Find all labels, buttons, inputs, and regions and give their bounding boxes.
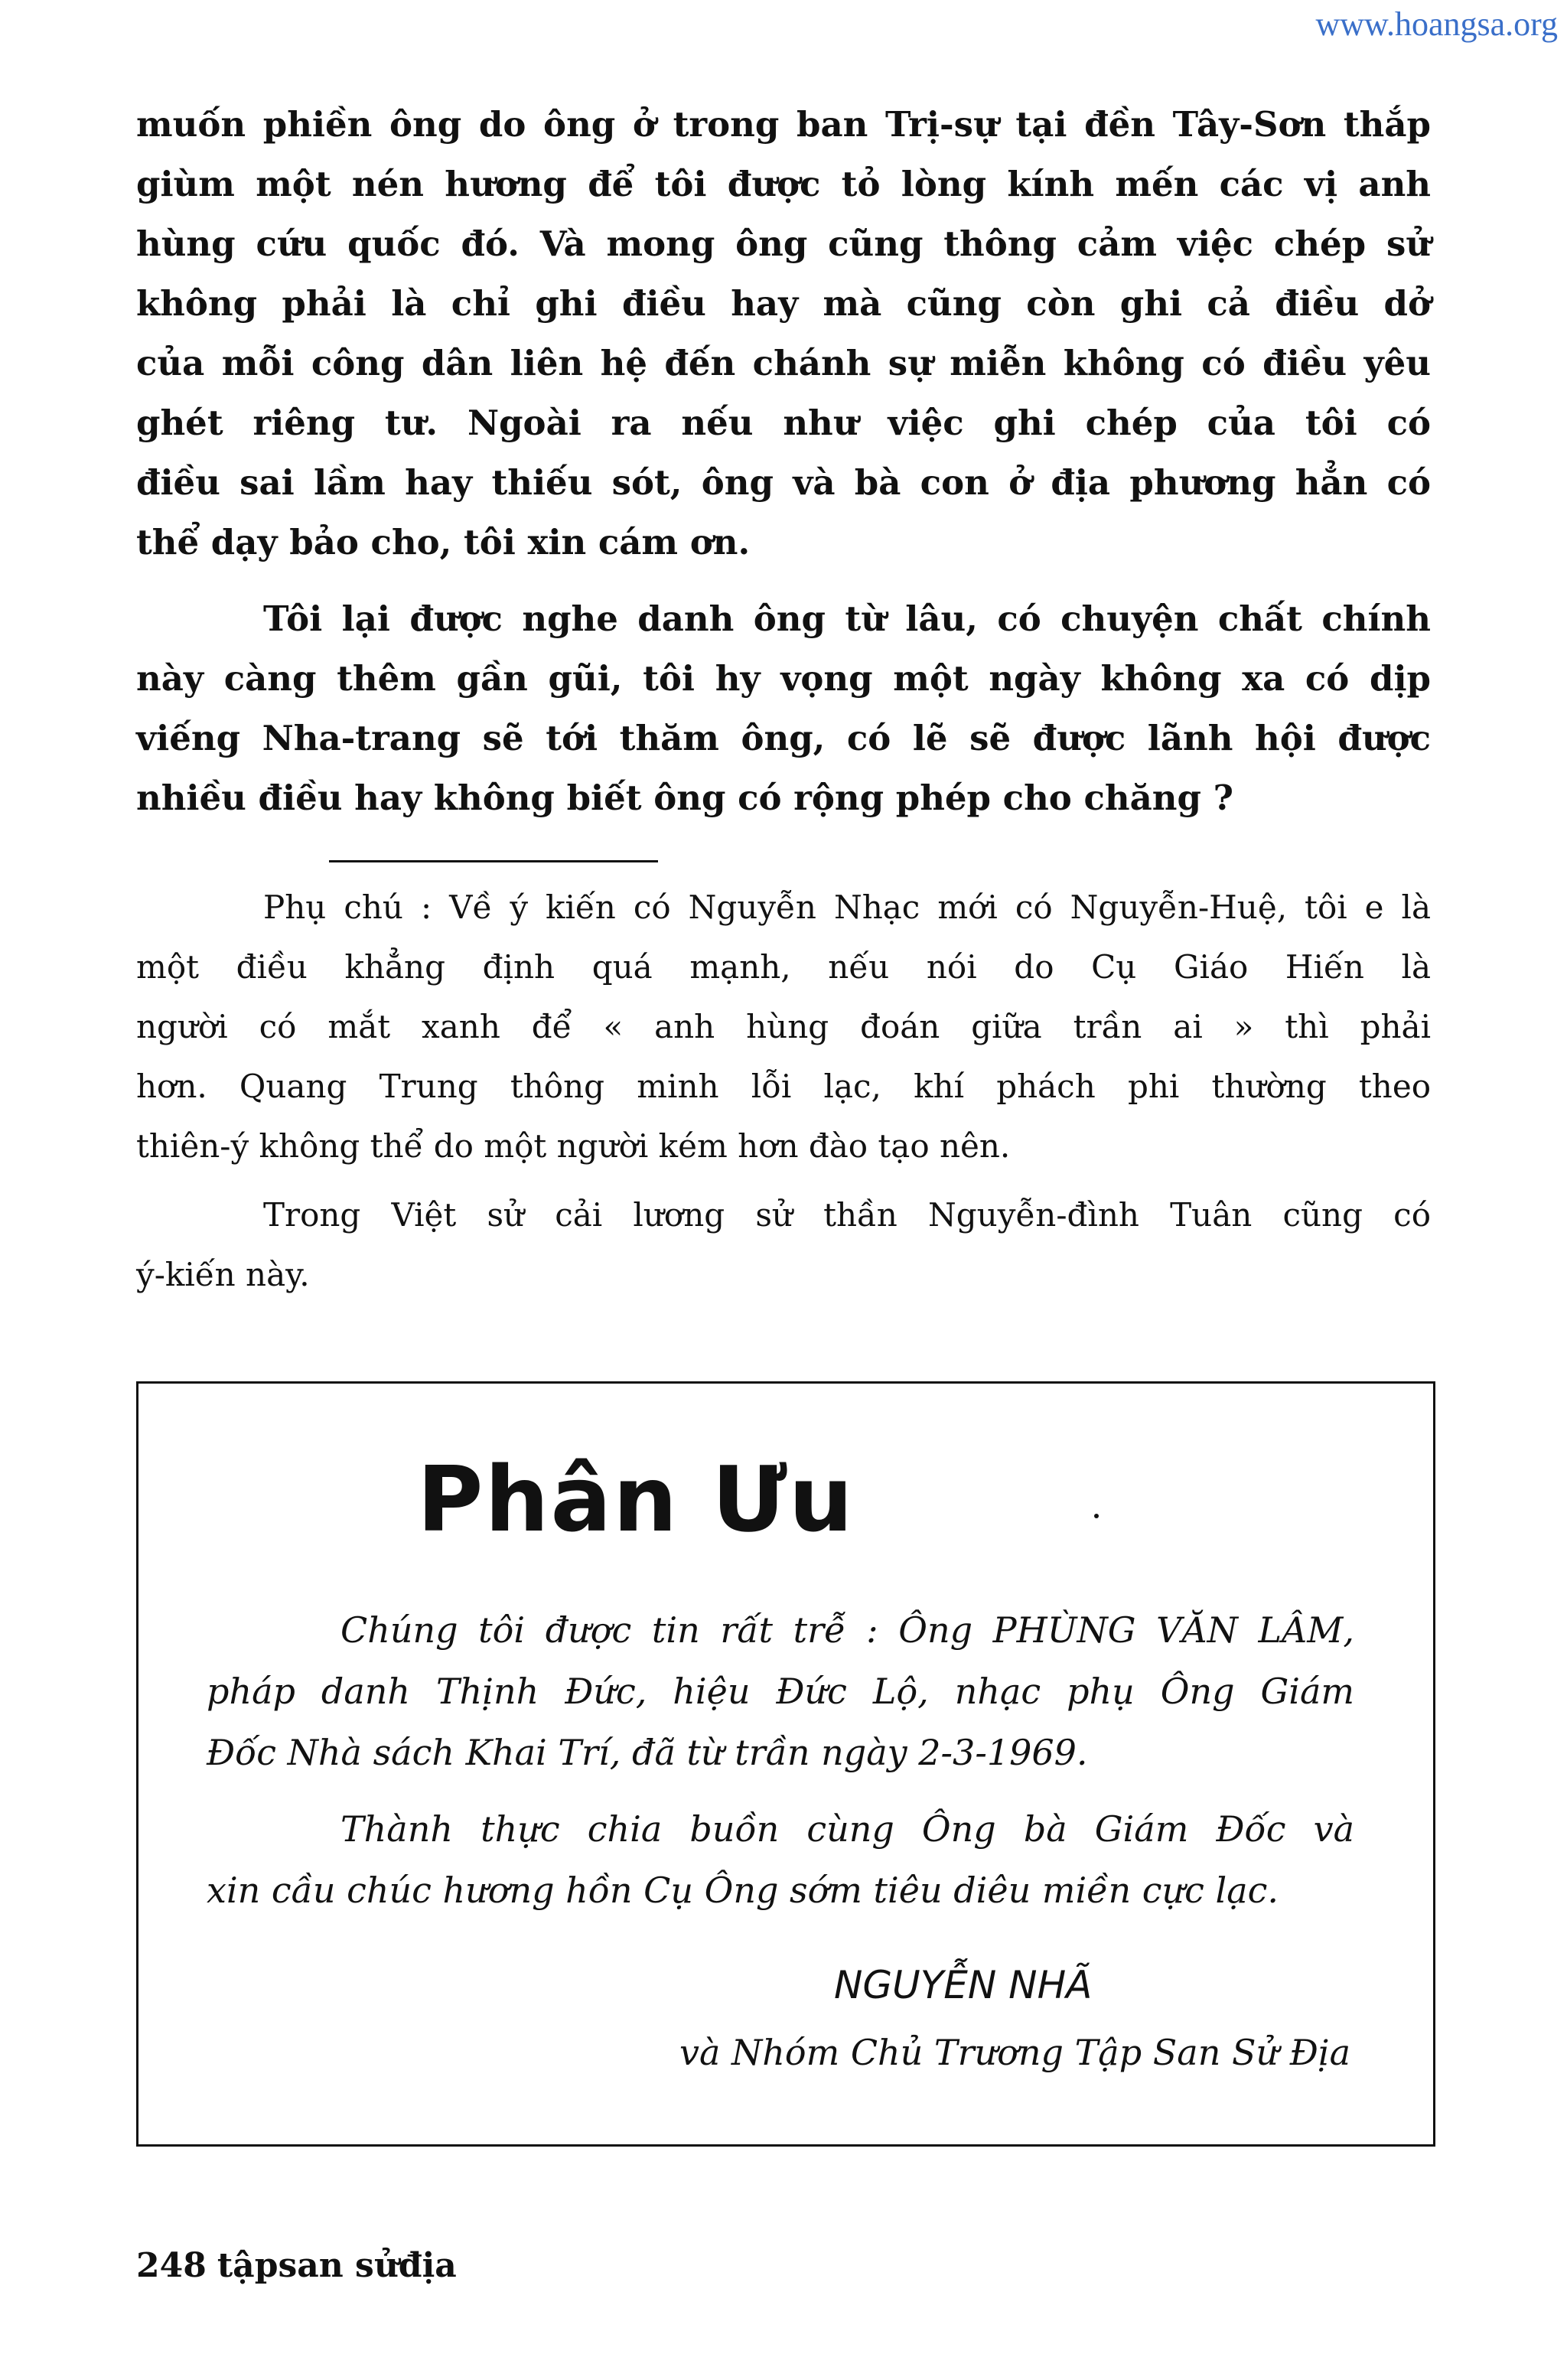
page-number: 248 [136,2246,207,2285]
footnote [136,882,1431,1309]
announcement-line: Chúng tôi được tin rất trễ : Ông PHÙNG VĂN LÂM, [340,1609,1354,1651]
text-line: thể dạy bảo cho, tôi xin cám ơn. [136,522,751,562]
note-line: Phụ chú : Về ý kiến có Nguyễn Nhạc mới có Nguyễn-Huệ, tôi e là [263,888,1431,926]
note-line: người có mắt xanh để « anh hùng đoán giữa trần ai » thì phải [136,1008,1431,1045]
footnote-divider [329,860,658,862]
message-line: Thành thực chia buồn cùng Ông bà Giám Đốc và [340,1808,1354,1850]
message-line: xin cầu chúc hương hồn Cụ Ông sớm tiêu diêu miền cực lạc. [207,1870,1279,1911]
text-line: muốn phiền ông do ông ở trong ban Trị-sự tại đền Tây-Sơn thắp [136,104,1431,145]
note-line: hơn. Quang Trung thông minh lỗi lạc, khí phách phi thường theo [136,1068,1431,1105]
text-line: Tôi lại được nghe danh ông từ lâu, có chuyện chất chính [263,598,1431,639]
signature-group: và Nhóm Chủ Trương Tập San Sử Địa [679,2032,1350,2073]
signature-name: NGUYỄN NHÃ [834,1963,1093,2007]
text-line: của mỗi công dân liên hệ đến chánh sự miễn không có điều yêu [136,343,1431,383]
paragraph-2 [136,589,1431,828]
text-line: giùm một nén hương để tôi được tỏ lòng kính mến các vị anh [136,164,1431,204]
text-line: ghét riêng tư. Ngoài ra nếu như việc ghi chép của tôi có [136,403,1431,443]
text-line: nhiều điều hay không biết ông có rộng phép cho chăng ? [136,778,1233,818]
note-line: ý-kiến này. [136,1256,310,1293]
text-line: hùng cứu quốc đó. Và mong ông cũng thông cảm việc chép sử [136,223,1431,264]
text-line: điều sai lầm hay thiếu sót, ông và bà con ở địa phương hẳn có [136,462,1431,503]
note-line: thiên-ý không thể do một người kém hơn đào tạo nên. [136,1127,1011,1165]
page-footer [136,2246,457,2285]
paragraph-1 [136,95,1431,572]
condolence-title: Phân Ưu [417,1446,855,1552]
decorative-dot [1094,1514,1099,1518]
condolence-message [207,1798,1354,1921]
text-line: này càng thêm gần gũi, tôi hy vọng một ngày không xa có dịp [136,658,1431,699]
announcement-line: Đốc Nhà sách Khai Trí, đã từ trần ngày 2-3-1969. [207,1732,1088,1773]
site-url-watermark[interactable]: www.hoangsa.org [1315,5,1558,43]
announcement-line: pháp danh Thịnh Đức, hiệu Đức Lộ, nhạc phụ Ông Giám [207,1671,1354,1712]
text-line: viếng Nha-trang sẽ tới thăm ông, có lẽ sẽ được lãnh hội được [136,718,1431,758]
text-line: không phải là chỉ ghi điều hay mà cũng còn ghi cả điều dở [136,283,1431,324]
note-line: Trong Việt sử cải lương sử thần Nguyễn-đình Tuân cũng có [263,1196,1431,1234]
publication-name: tậpsan sửđịa [217,2246,457,2285]
condolence-announcement [207,1599,1354,1783]
note-line: một điều khẳng định quá mạnh, nếu nói do Cụ Giáo Hiến là [136,948,1431,986]
